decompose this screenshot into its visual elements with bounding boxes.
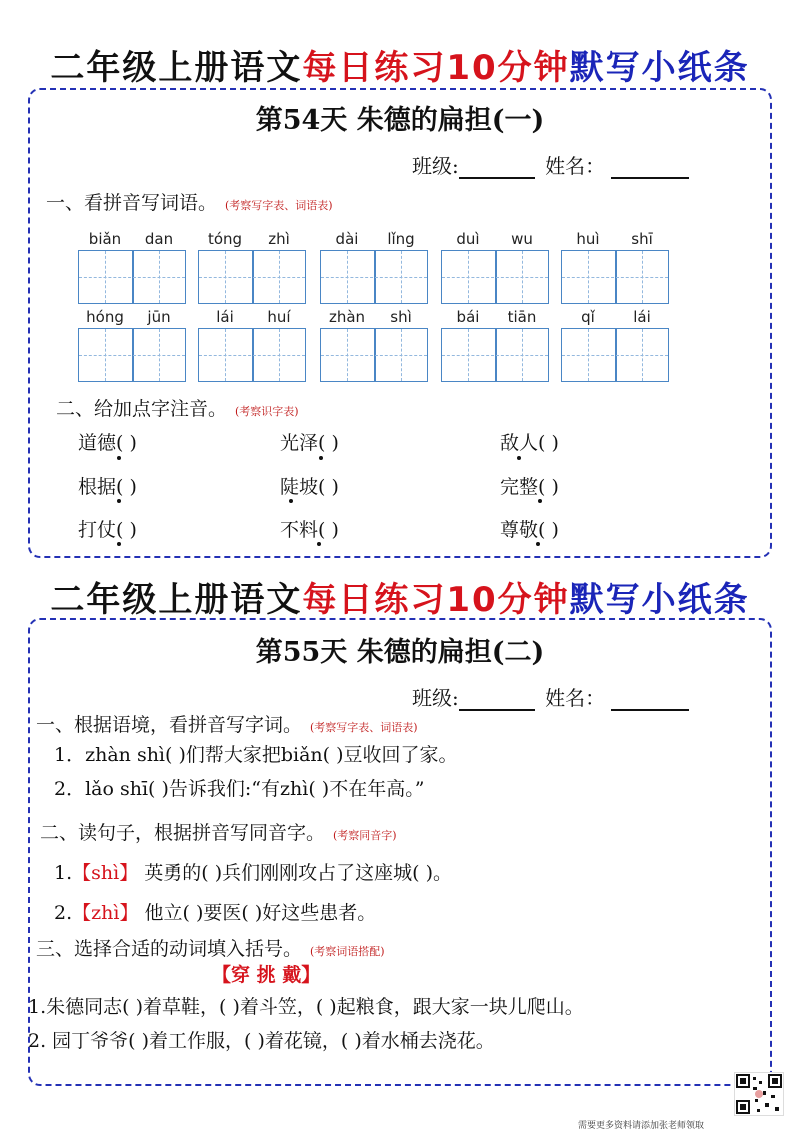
- class-label: 班级:: [412, 686, 459, 710]
- header-daily-text: 每日练习10分钟: [302, 580, 570, 620]
- tianzige-grid[interactable]: [441, 250, 549, 304]
- worksheet-header-1: [0, 40, 800, 89]
- grid-guide-line: [642, 329, 643, 381]
- pinyin-syllable: qǐ: [581, 308, 595, 326]
- pinyin-label: [198, 308, 306, 328]
- section-heading-text: 一、根据语境，看拼音写字词。: [36, 714, 303, 736]
- pinyin-syllable: lái: [633, 308, 651, 326]
- class-blank[interactable]: [459, 159, 535, 179]
- section-heading-text: 二、读句子，根据拼音写同音字。: [40, 822, 326, 844]
- emphasis-dot: [317, 542, 321, 546]
- grid-guide-line: [562, 355, 668, 356]
- zhuyin-item-8[interactable]: 不料( ): [280, 519, 339, 541]
- tianzige-grid[interactable]: [78, 250, 186, 304]
- emphasis-dot: [117, 542, 121, 546]
- day55-title: 第55天 朱德的扁担(二): [255, 637, 545, 668]
- day54-section2-heading: [56, 394, 299, 421]
- grid-guide-line: [562, 277, 668, 278]
- zhuyin-item-9[interactable]: 尊敬( ): [500, 519, 559, 541]
- question-text: 英勇的( )兵们刚刚攻占了这座城( )。: [138, 862, 452, 884]
- grid-guide-line: [105, 329, 106, 381]
- zhuyin-item-2[interactable]: 光泽( ): [280, 432, 339, 454]
- grid-guide-line: [522, 251, 523, 303]
- pinyin-syllable: biǎn: [88, 230, 122, 248]
- emphasis-dot: [538, 499, 542, 503]
- pinyin-label: [561, 230, 669, 250]
- pinyin-label: [78, 308, 186, 328]
- pinyin-label: [78, 230, 186, 250]
- zhuyin-item-1[interactable]: 道德( ): [78, 432, 137, 454]
- day55-section2-heading: [40, 818, 397, 845]
- grid-guide-line: [225, 329, 226, 381]
- section-heading-text: 三、选择合适的动词填入括号。: [36, 938, 303, 960]
- grid-guide-line: [522, 329, 523, 381]
- day54-section1-heading: [46, 188, 333, 215]
- tianzige-grid[interactable]: [441, 328, 549, 382]
- tianzige-grid[interactable]: [561, 328, 669, 382]
- grid-guide-line: [468, 251, 469, 303]
- day55-section1-heading: [36, 710, 418, 737]
- zhuyin-item-3[interactable]: 敌人( ): [500, 432, 559, 454]
- class-blank[interactable]: [459, 691, 535, 711]
- pinyin-label: [198, 230, 306, 250]
- pinyin-syllable: dan: [144, 230, 174, 248]
- zhuyin-item-6[interactable]: 完整( ): [500, 476, 559, 498]
- section-note: (考察写字表、词语表): [225, 199, 333, 212]
- grid-guide-line: [79, 277, 185, 278]
- name-label: 姓名：: [545, 154, 606, 178]
- section-heading-text: 一、看拼音写词语。: [46, 192, 218, 214]
- qr-code-image: [734, 1072, 784, 1116]
- grid-guide-line: [442, 277, 548, 278]
- section-note: (考察同音字): [333, 829, 397, 842]
- zhuyin-item-7[interactable]: 打仗( ): [78, 519, 137, 541]
- grid-guide-line: [347, 251, 348, 303]
- grid-guide-line: [199, 277, 305, 278]
- name-label: 姓名：: [545, 686, 606, 710]
- emphasis-dot: [319, 456, 323, 460]
- zhuyin-item-5[interactable]: 陡坡( ): [280, 476, 339, 498]
- tianzige-grid[interactable]: [320, 328, 428, 382]
- pinyin-syllable: tiān: [507, 308, 537, 326]
- grid-guide-line: [321, 355, 427, 356]
- emphasis-dot: [517, 456, 521, 460]
- tianzige-grid[interactable]: [561, 250, 669, 304]
- pinyin-syllable: shī: [631, 230, 653, 248]
- pinyin-syllable: bái: [456, 308, 480, 326]
- grid-guide-line: [199, 355, 305, 356]
- grid-guide-line: [279, 251, 280, 303]
- pinyin-syllable: zhì: [268, 230, 290, 248]
- question-text: 他立( )要医( )好这些患者。: [138, 902, 377, 924]
- pinyin-tag: 【shì】: [72, 862, 139, 884]
- grid-guide-line: [225, 251, 226, 303]
- pinyin-syllable: lái: [216, 308, 234, 326]
- day55-s1-question-2[interactable]: 2．lǎo shī( )告诉我们:“有zhì( )不在年高。”: [54, 778, 425, 800]
- emphasis-dot: [536, 542, 540, 546]
- pinyin-syllable: huì: [576, 230, 600, 248]
- question-number: 2.: [54, 902, 73, 924]
- grid-guide-line: [401, 251, 402, 303]
- class-label: 班级:: [412, 154, 459, 178]
- pinyin-syllable: lǐng: [387, 230, 415, 248]
- pinyin-label: [441, 230, 549, 250]
- pinyin-label: [441, 308, 549, 328]
- grid-guide-line: [105, 251, 106, 303]
- header-daily-text: 每日练习10分钟: [302, 48, 570, 88]
- header-grade-text: 二年级上册语文: [50, 48, 303, 88]
- header-dictation-text: 默写小纸条: [569, 580, 750, 620]
- tianzige-grid[interactable]: [320, 250, 428, 304]
- grid-guide-line: [321, 277, 427, 278]
- grid-guide-line: [468, 329, 469, 381]
- pinyin-syllable: shì: [390, 308, 412, 326]
- tianzige-grid[interactable]: [198, 250, 306, 304]
- day55-s3-question-2[interactable]: 2. 园丁爷爷( )着工作服，( )着花镜，( )着水桶去浇花。: [28, 1030, 495, 1052]
- day55-s1-question-1[interactable]: 1．zhàn shì( )们帮大家把biǎn( )豆收回了家。: [54, 744, 458, 766]
- pinyin-syllable: duì: [456, 230, 480, 248]
- grid-guide-line: [79, 355, 185, 356]
- pinyin-label: [320, 230, 428, 250]
- pinyin-syllable: tóng: [207, 230, 243, 248]
- pinyin-syllable: dài: [335, 230, 359, 248]
- pinyin-syllable: wu: [511, 230, 533, 248]
- grid-guide-line: [588, 251, 589, 303]
- tianzige-grid[interactable]: [78, 328, 186, 382]
- tianzige-grid[interactable]: [198, 328, 306, 382]
- header-dictation-text: 默写小纸条: [569, 48, 750, 88]
- grid-guide-line: [442, 355, 548, 356]
- question-number: 1.: [54, 862, 73, 884]
- name-blank[interactable]: [611, 159, 689, 179]
- pinyin-tag: 【zhì】: [72, 902, 139, 924]
- footer-note: 需要更多资料请添加张老师领取: [578, 1121, 705, 1131]
- name-blank[interactable]: [611, 691, 689, 711]
- grid-guide-line: [159, 329, 160, 381]
- section-note: (考察识字表): [235, 405, 299, 418]
- worksheet-header-2: [0, 572, 800, 621]
- pinyin-syllable: huí: [267, 308, 291, 326]
- verb-options: 【穿 挑 戴】: [212, 964, 321, 986]
- section-note: (考察词语搭配): [310, 945, 385, 958]
- grid-guide-line: [401, 329, 402, 381]
- pinyin-syllable: hóng: [86, 308, 124, 326]
- pinyin-syllable: zhàn: [328, 308, 366, 326]
- day55-s3-question-1[interactable]: 1.朱德同志( )着草鞋，( )着斗笠，( )起粮食，跟大家一块儿爬山。: [28, 996, 584, 1018]
- day54-class-name-line: [412, 150, 689, 179]
- section-note: (考察写字表、词语表): [310, 721, 418, 734]
- day55-s2-question-2[interactable]: [54, 898, 376, 925]
- emphasis-dot: [117, 456, 121, 460]
- grid-guide-line: [347, 329, 348, 381]
- section-heading-text: 二、给加点字注音。: [56, 398, 228, 420]
- grid-guide-line: [642, 251, 643, 303]
- grid-guide-line: [159, 251, 160, 303]
- zhuyin-item-4[interactable]: 根据( ): [78, 476, 137, 498]
- day55-s2-question-1[interactable]: [54, 858, 452, 885]
- grid-guide-line: [588, 329, 589, 381]
- emphasis-dot: [289, 499, 293, 503]
- header-grade-text: 二年级上册语文: [50, 580, 303, 620]
- day54-title: 第54天 朱德的扁担(一): [255, 105, 545, 136]
- day55-class-name-line: [412, 682, 689, 711]
- pinyin-label: [561, 308, 669, 328]
- pinyin-syllable: jūn: [147, 308, 171, 326]
- pinyin-label: [320, 308, 428, 328]
- day55-section3-heading: [36, 934, 385, 961]
- grid-guide-line: [279, 329, 280, 381]
- emphasis-dot: [117, 499, 121, 503]
